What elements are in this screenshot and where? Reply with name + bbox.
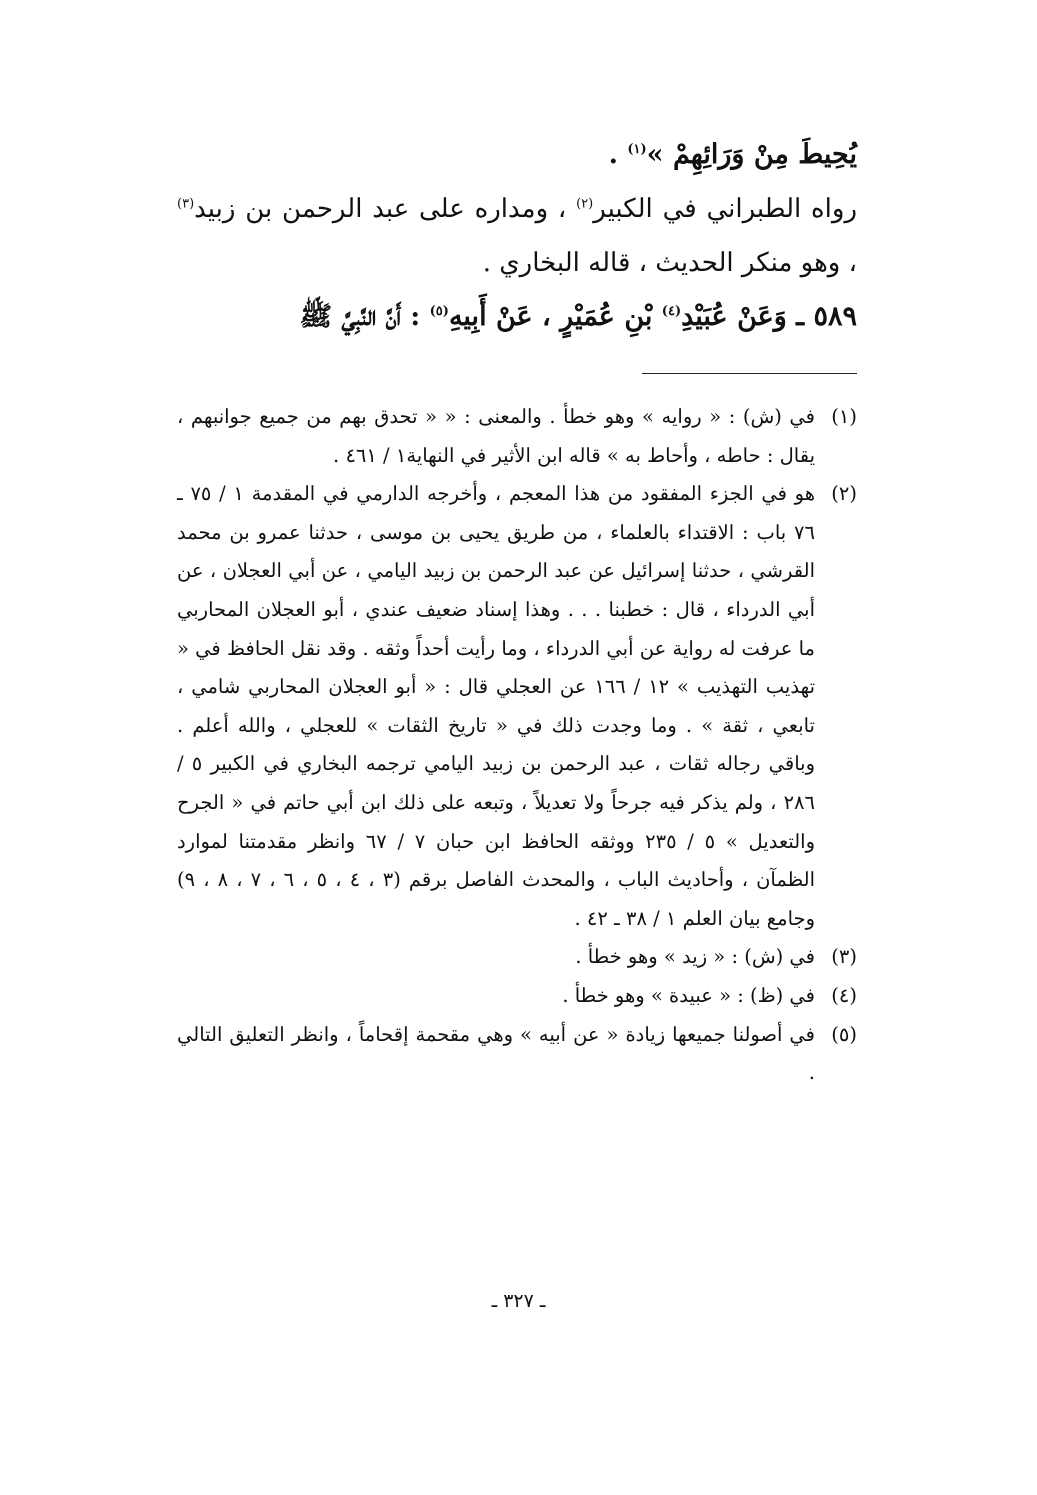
- main-text: [177, 128, 857, 344]
- footnote-ref-5[interactable]: (٥): [429, 304, 449, 319]
- hadith-text-c: : أَنَّ النَّبِيَّ ﷺ: [299, 301, 430, 332]
- footnote-number: (٢): [831, 482, 857, 506]
- footnotes: [177, 398, 857, 1093]
- footnote-number: (٤): [831, 983, 857, 1007]
- footnote-ref-3[interactable]: (٣): [177, 196, 195, 212]
- hadith-text-b: بْنِ عُمَيْرٍ ، عَنْ أَبِيهِ: [448, 301, 662, 332]
- footnote-1: [177, 398, 857, 475]
- verse-end: .: [608, 139, 628, 170]
- footnote-ref-2[interactable]: (٢): [576, 196, 594, 212]
- footnote-text: في (ظ) : « عبيدة » وهو خطأ .: [562, 983, 815, 1007]
- footnote-3: [177, 938, 857, 977]
- footnote-2: [177, 475, 857, 938]
- footnote-text: في (ش) : « زيد » وهو خطأ .: [575, 945, 815, 969]
- page-number: ـ ٣٢٧ ـ: [491, 1290, 546, 1312]
- footnote-4: [177, 977, 857, 1016]
- commentary-text-c: ، وهو منكر الحديث ، قاله البخاري .: [482, 248, 857, 278]
- footnote-text: هو في الجزء المفقود من هذا المعجم ، وأخرجه الدارمي في المقدمة ١ / ٧٥ ـ ٧٦ باب : الاقتداء بالعلماء ، من طريق يحيى بن موسى ، حدثنا عمرو بن محمد القرشي ، حدثنا إسرائيل عن عبد الرحمن بن زبيد اليامي ، عن أبي العجلان ، عن أبي الدرداء ، قال : خطبنا . . . وهذا إسناد ضعيف عندي ، أبو العجلان المحاربي ما عرفت له رواية عن أبي الدرداء ، وما رأيت أحداً وثقه . وقد نقل الحافظ في « تهذيب التهذيب » ١٢ / ١٦٦ عن العجلي قال : « أبو العجلان المحاربي شامي ، تابعي ، ثقة » . وما وجدت ذلك في « تاريخ الثقات » للعجلي ، والله أعلم . وباقي رجاله ثقات ، عبد الرحمن بن زبيد اليامي ترجمه البخاري في الكبير ٥ / ٢٨٦ ، ولم يذكر فيه جرحاً ولا تعديلاً ، وتبعه على ذلك ابن أبي حاتم في « الجرح والتعديل » ٥ / ٢٣٥ ووثقه الحافظ ابن حبان ٧ / ٦٧ وانظر مقدمتنا لموارد الظمآن ، وأحاديث الباب ، والمحدث الفاصل برقم (٣ ، ٤ ، ٥ ، ٦ ، ٧ ، ٨ ، ٩) وجامع بيان العلم ١ / ٣٨ ـ ٤٢ .: [177, 482, 816, 930]
- commentary-text-b: ، ومداره على عبد الرحمن بن زبيد: [194, 194, 577, 224]
- footnote-number: (١): [831, 405, 857, 428]
- hadith-text-a: ٥٨٩ ـ وَعَنْ عُبَيْدِ: [681, 301, 857, 332]
- footnote-ref-4[interactable]: (٤): [661, 304, 682, 319]
- commentary-text-a: رواه الطبراني في الكبير: [593, 194, 857, 224]
- footnote-text: في (ش) : « روايه » وهو خطأ . والمعنى : « « تحدق بهم من جميع جوانبهم ، يقال : حاطه ، وأحاط به » قاله ابن الأثير في النهاية١ / ٤٦١ .: [177, 405, 815, 467]
- verse-line: [177, 128, 857, 182]
- footnote-5: [177, 1016, 857, 1093]
- footnote-ref-1[interactable]: (١): [627, 142, 647, 157]
- footnote-number: (٣): [831, 945, 857, 969]
- verse-text: يُحِيطَ مِنْ وَرَائِهِمْ »: [646, 139, 857, 170]
- commentary-paragraph: [177, 182, 857, 290]
- hadith-line: [177, 290, 857, 344]
- footnote-text: في أصولنا جميعها زيادة « عن أبيه » وهي مقحمة إقحاماً ، وانظر التعليق التالي .: [177, 1022, 815, 1085]
- footnote-number: (٥): [831, 1022, 857, 1046]
- footnote-separator: [642, 373, 857, 374]
